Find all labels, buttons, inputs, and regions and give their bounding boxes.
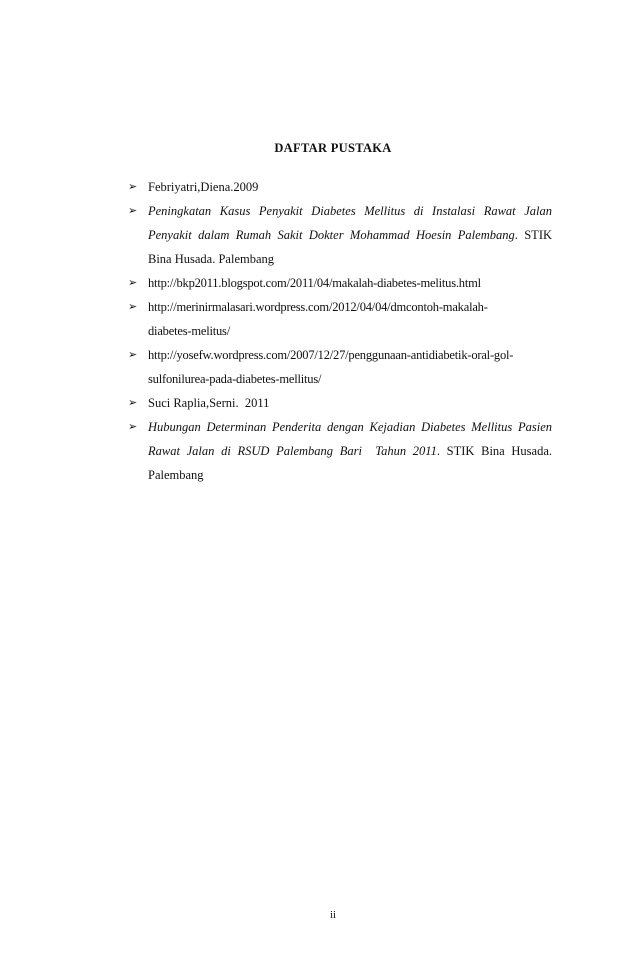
page-number: ii — [329, 909, 337, 921]
arrowhead-bullet-icon: ➢ — [128, 277, 138, 289]
arrowhead-bullet-icon: ➢ — [128, 205, 138, 217]
reference-item-2 — [128, 199, 552, 271]
reference-url-line-2: sulfonilurea-pada-diabetes-mellitus/ — [148, 372, 322, 386]
reference-title-line-2 — [148, 223, 552, 247]
reference-url-line-2: diabetes-melitus/ — [148, 324, 230, 338]
reference-title-line-1: Hubungan Determinan Penderita dengan Kejadian Diabetes Mellitus Pasien — [148, 420, 552, 434]
reference-item-4 — [128, 295, 552, 343]
reference-title-line-1: Peningkatan Kasus Penyakit Diabetes Mellitus di Instalasi Rawat Jalan — [148, 204, 552, 218]
reference-title-line-2 — [148, 439, 552, 463]
arrowhead-bullet-icon: ➢ — [128, 301, 138, 313]
reference-text: Febriyatri,Diena.2009 — [148, 180, 259, 194]
reference-publisher-part: . STIK Bina Husada. — [436, 444, 552, 458]
reference-url: http://bkp2011.blogspot.com/2011/04/makalah-diabetes-melitus.html — [148, 276, 481, 290]
reference-item-3 — [128, 271, 552, 295]
reference-title-part: Rawat Jalan di RSUD Palembang Bari Tahun 2011 — [148, 444, 437, 458]
reference-list — [128, 175, 552, 487]
reference-publisher-line: Palembang — [148, 468, 204, 482]
arrowhead-bullet-icon: ➢ — [128, 181, 138, 193]
reference-publisher-line: Bina Husada. Palembang — [148, 252, 275, 266]
reference-title-part: Penyakit dalam Rumah Sakit Dokter Mohammad Hoesin Palembang — [148, 228, 515, 242]
arrowhead-bullet-icon: ➢ — [128, 349, 138, 361]
reference-item-1 — [128, 175, 552, 199]
reference-url-line-1: http://yosefw.wordpress.com/2007/12/27/penggunaan-antidiabetik-oral-gol- — [148, 348, 514, 362]
reference-url-line-1: http://merinirmalasari.wordpress.com/2012/04/04/dmcontoh-makalah- — [148, 300, 488, 314]
reference-item-6 — [128, 391, 552, 415]
arrowhead-bullet-icon: ➢ — [128, 397, 138, 409]
reference-text: Suci Raplia,Serni. 2011 — [148, 396, 270, 410]
arrowhead-bullet-icon: ➢ — [128, 421, 138, 433]
reference-item-7 — [128, 415, 552, 487]
reference-item-5 — [128, 343, 552, 391]
reference-publisher-part: . STIK — [514, 228, 553, 242]
page-title: DAFTAR PUSTAKA — [274, 141, 392, 155]
